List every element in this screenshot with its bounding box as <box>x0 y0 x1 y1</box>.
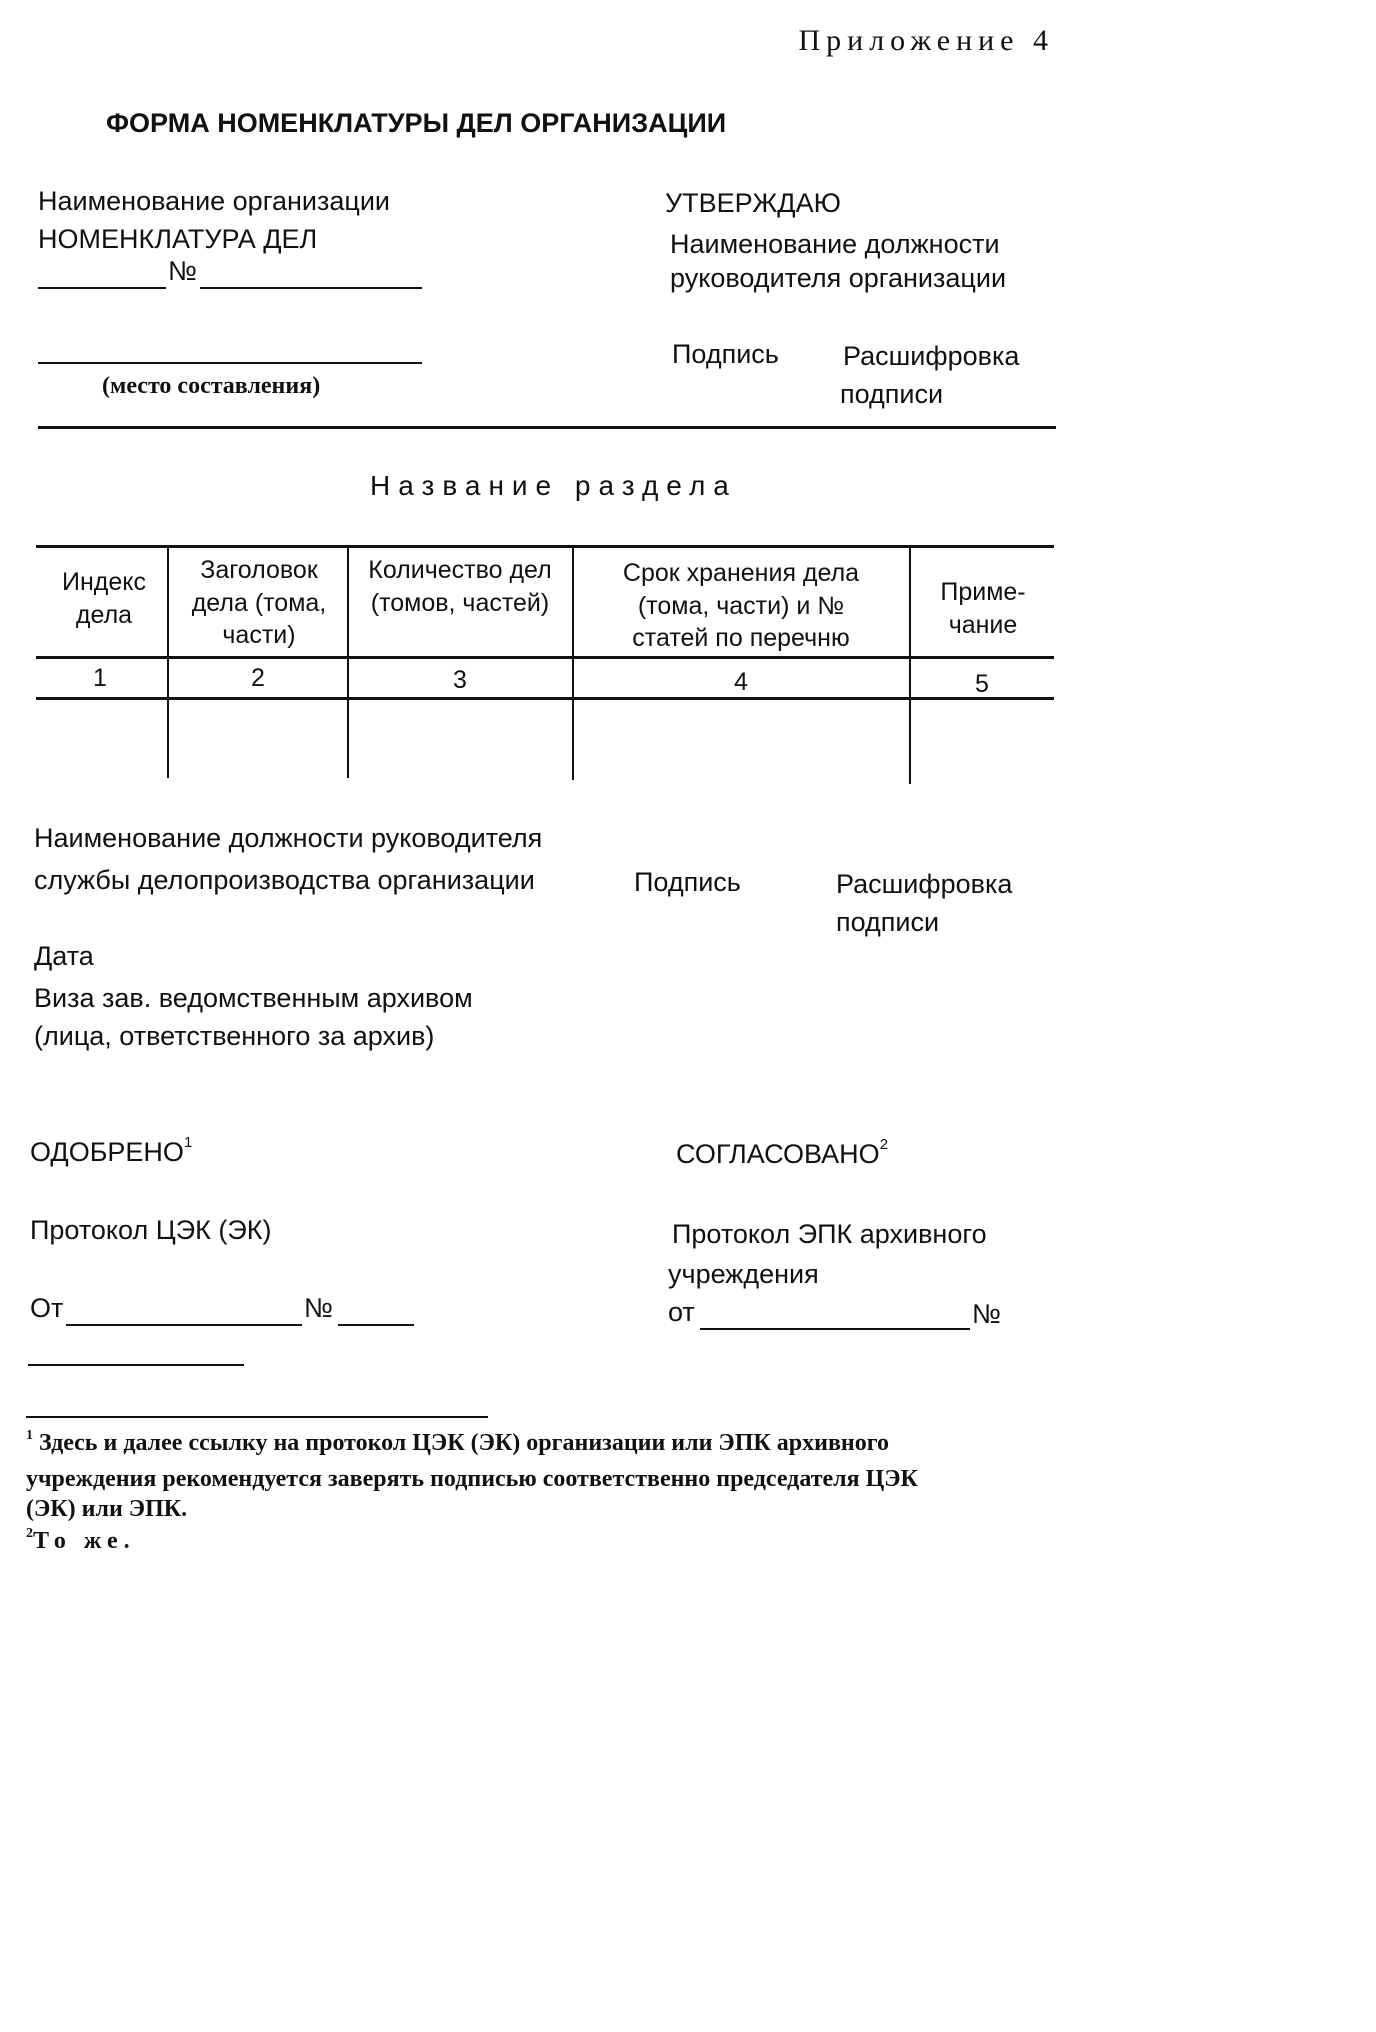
head-decoding-line1: Расшифровка <box>843 341 1020 371</box>
records-signature-label: Подпись <box>634 867 741 897</box>
table-top-rule <box>36 545 1054 548</box>
approved-label <box>30 1136 192 1170</box>
head-decoding-line2: подписи <box>840 379 944 409</box>
agreed-label-text: СОГЛАСОВАНО <box>676 1139 880 1169</box>
org-name-label: Наименование организации <box>38 186 390 216</box>
approved-number-line <box>338 1324 414 1326</box>
header-divider <box>38 426 1056 429</box>
records-decoding-line1: Расшифровка <box>836 869 1013 899</box>
table-header-quantity: Количество дел (томов, частей) <box>368 556 552 617</box>
table-header-retention: Срок хранения дела (тома, части) и № статей по перечню <box>622 559 860 652</box>
approved-footnote-ref: 1 <box>183 1134 193 1151</box>
table-number-3: 3 <box>453 666 467 694</box>
agreed-label <box>676 1138 888 1172</box>
head-signature-label: Подпись <box>672 339 779 369</box>
nomenclature-number-sign: № <box>168 256 197 286</box>
nomenclature-label: НОМЕНКЛАТУРА ДЕЛ <box>38 224 318 254</box>
footnote-1-mark: 1 <box>26 1428 33 1443</box>
agreed-number-sign: № <box>972 1299 1001 1329</box>
agreed-protocol-line2: учреждения <box>668 1259 819 1289</box>
approved-signature-line <box>28 1364 244 1366</box>
approved-from-label: От <box>30 1293 64 1323</box>
nomenclature-number-line <box>200 287 422 289</box>
table-col-divider-1 <box>167 546 169 778</box>
table-header-rule <box>36 656 1054 659</box>
footnote-2-mark: 2 <box>26 1526 33 1541</box>
place-line <box>38 362 422 364</box>
table-number-2: 2 <box>251 664 265 692</box>
table-number-4: 4 <box>734 668 748 696</box>
section-title: Название раздела <box>370 470 737 501</box>
table-number-1: 1 <box>93 664 107 692</box>
approved-protocol-label: Протокол ЦЭК (ЭК) <box>30 1215 272 1245</box>
footnote-1-line3: (ЭК) или ЭПК. <box>26 1496 188 1522</box>
table-col-divider-3 <box>572 546 574 780</box>
footnote-2 <box>26 1528 136 1555</box>
agreed-date-line <box>700 1328 970 1330</box>
approved-date-line <box>66 1324 302 1326</box>
footnote-separator <box>26 1416 488 1418</box>
records-head-position-line2: службы делопроизводства организации <box>34 865 535 895</box>
nomenclature-date-line <box>38 287 166 289</box>
table-number-5: 5 <box>975 670 989 698</box>
agreed-footnote-ref: 2 <box>879 1136 889 1153</box>
appendix-label: Приложение 4 <box>798 24 1054 57</box>
agreed-protocol-line1: Протокол ЭПК архивного <box>672 1219 987 1249</box>
table-header-index: Индекс дела <box>62 568 146 629</box>
footnote-1-line1-text: Здесь и далее ссылку на протокол ЦЭК (ЭК) организации или ЭПК архивного <box>39 1430 890 1456</box>
footnote-1-line2: учреждения рекомендуется заверять подписью соответственно председателя ЦЭК <box>26 1466 918 1492</box>
records-head-position-line1: Наименование должности руководителя <box>34 823 543 853</box>
date-label: Дата <box>34 941 94 971</box>
table-header-title: Заголовок дела (тома, части) <box>191 556 327 649</box>
approve-label: УТВЕРЖДАЮ <box>665 188 841 218</box>
archive-visa-line2: (лица, ответственного за архив) <box>34 1021 435 1051</box>
approved-label-text: ОДОБРЕНО <box>30 1137 184 1167</box>
footnote-1-line1 <box>26 1430 889 1457</box>
agreed-from-label: от <box>668 1297 695 1327</box>
table-header-note: Приме-чание <box>940 578 1026 639</box>
records-decoding-line2: подписи <box>836 907 940 937</box>
archive-visa-line1: Виза зав. ведомственным архивом <box>34 983 473 1013</box>
footnote-2-text: То же. <box>33 1528 136 1554</box>
table-col-divider-2 <box>347 546 349 778</box>
head-position-line1: Наименование должности <box>670 229 1000 259</box>
head-position-line2: руководителя организации <box>670 263 1007 293</box>
approved-number-sign: № <box>304 1293 333 1323</box>
page-title: ФОРМА НОМЕНКЛАТУРЫ ДЕЛ ОРГАНИЗАЦИИ <box>106 108 727 138</box>
place-caption: (место составления) <box>102 373 321 399</box>
table-col-divider-4 <box>909 546 911 784</box>
